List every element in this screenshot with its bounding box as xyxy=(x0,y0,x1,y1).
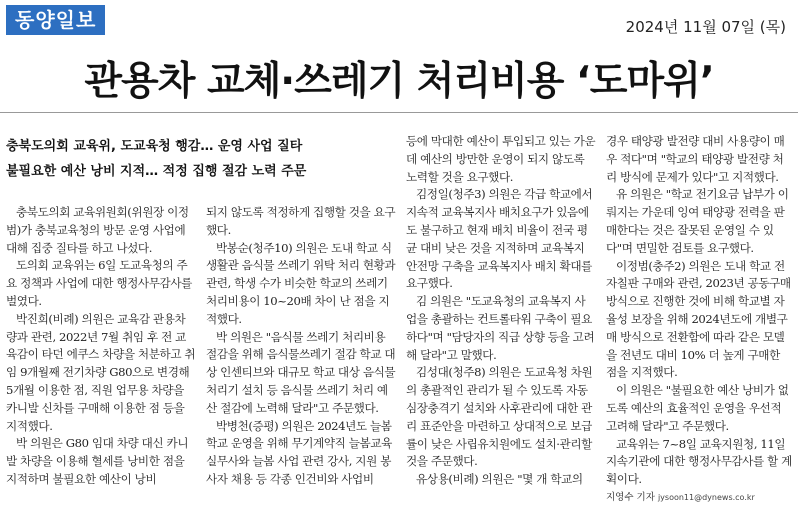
paragraph: 유 의원은 "학교 전기요금 납부가 이뤄지는 가운데 잉여 태양광 전력을 판매한다는 것은 잘못된 운영일 수 있다"며 면밀한 검토를 요구했다. xyxy=(606,187,789,255)
byline-email: jysoon11@dynews.co.kr xyxy=(657,492,755,502)
subheadline-2: 불필요한 예산 낭비 지적… 적정 집행 절감 노력 주문 xyxy=(6,164,307,179)
paragraph: 이 의원은 "불필요한 예산 낭비가 없도록 예산의 효율적인 운영을 우선적 고려해 달라"고 주문했다. xyxy=(606,383,789,433)
subheadlines xyxy=(6,134,406,184)
paragraph: 되지 않도록 적정하게 집행할 것을 요구했다. xyxy=(206,205,396,237)
paragraph: 충북도의회 교육위원회(위원장 이정범)가 충북교육청의 방문 운영 사업에 대해 집중 질타를 하고 나섰다. xyxy=(6,205,189,255)
paragraph: 교육위는 7~8일 교육지원청, 11일 지속기관에 대한 행정사무감사를 할 계획이다. xyxy=(606,436,792,487)
article-headline: 관용차 교체·쓰레기 처리비용 ‘도마위’ xyxy=(84,59,714,104)
paragraph: 박진희(비례) 의원은 교육감 관용차량과 관련, 2022년 7월 취임 후 전 교육감이 타던 에쿠스 차량을 처분하고 취임 9개월째 전기차량 G80으로 변경해 5개월 이용한 점, 직원 업무용 차량을 카니발 신차를 구매해 이용한 점 등을 지적했다. xyxy=(6,311,196,433)
paragraph: 도의회 교육위는 6일 도교육청의 주요 정책과 사업에 대한 행정사무감사를 벌였다. xyxy=(6,258,192,308)
headline-divider xyxy=(0,112,798,113)
subheadline-1: 충북도의회 교육위, 도교육청 행감… 운영 사업 질타 xyxy=(6,139,303,154)
paragraph: 박 의원은 G80 임대 차량 대신 카니발 차량을 이용해 혈세를 낭비한 점을 지적하며 불필요한 예산이 낭비 xyxy=(6,436,189,486)
paragraph: 경우 태양광 발전량 대비 사용량이 매우 적다"며 "학교의 태양광 발전량 처리 방식에 문제가 있다"고 지적했다. xyxy=(606,134,785,184)
paragraph: 김성대(청주8) 의원은 도교육청 차원의 총괄적인 관리가 될 수 있도록 자동심장충격기 설치와 사후관리에 대한 관리 표준안을 마련하고 상대적으로 보급률이 낮은 사립유치원에도 설치·관리할 것을 주문했다. xyxy=(406,365,593,469)
article-column-2 xyxy=(206,204,396,486)
paragraph: 박병천(증평) 의원은 2024년도 늘봄학교 운영을 위해 무기계약직 늘봄교육실무사와 늘봄 사업 관련 강사, 지원 봉사자 채용 등 각종 인건비와 사업비 xyxy=(206,418,392,486)
paragraph: 박봉순(청주10) 의원은 도내 학교 식생활관 음식물 쓰레기 위탁 처리 현황과 관련, 학생 수가 비슷한 학교의 쓰레기 처리비용이 10~20배 차이 난 점을 지적했다. xyxy=(206,240,396,326)
article-column-3 xyxy=(406,133,596,487)
byline xyxy=(606,489,792,507)
paragraph: 김정일(청주3) 의원은 각급 학교에서 지속적 교육복지사 배치요구가 있음에도 불구하고 현재 배치 비율이 전국 평균 대비 낮은 것을 지적하며 교육복지 안전망 구축을 교육복지사 배치 확대를 요구했다. xyxy=(406,187,593,291)
paragraph: 유상용(비례) 의원은 "몇 개 학교의 xyxy=(416,472,583,487)
paragraph: 김 의원은 "도교육청의 교육복지 사업을 총괄하는 컨트롤타워 구축이 필요하다"며 "담당자의 직급 상향 등을 고려해 달라"고 말했다. xyxy=(406,294,595,362)
newspaper-masthead: 동양일보 xyxy=(6,5,105,35)
paragraph: 등에 막대한 예산이 투입되고 있는 가운데 예산의 방만한 운영이 되지 않도록 노력할 것을 요구했다. xyxy=(406,134,596,184)
article-column-1 xyxy=(6,204,196,486)
paragraph: 이정범(충주2) 의원은 도내 학교 전자칠판 구매와 관련, 2023년 공동구매 방식으로 진행한 것에 비해 학교별 자율성 보장을 위해 2024년도에 개별구매 방식으로 전환함에 따라 같은 모델을 전년도 대비 10% 더 높게 구매한 점을 지적했다. xyxy=(606,258,791,380)
byline-author: 지영수 기자 xyxy=(606,491,655,503)
publication-date: 2024년 11월 07일 (목) xyxy=(625,18,786,36)
paragraph: 박 의원은 "음식물 쓰레기 처리비용 절감을 위해 음식물쓰레기 절감 학교 대상 인센티브와 대규모 학교 대상 음식물처리기 설치 등 음식물 쓰레기 처리 예산 절감에 노력해 달라"고 주문했다. xyxy=(206,329,396,415)
article-column-4 xyxy=(606,133,792,503)
